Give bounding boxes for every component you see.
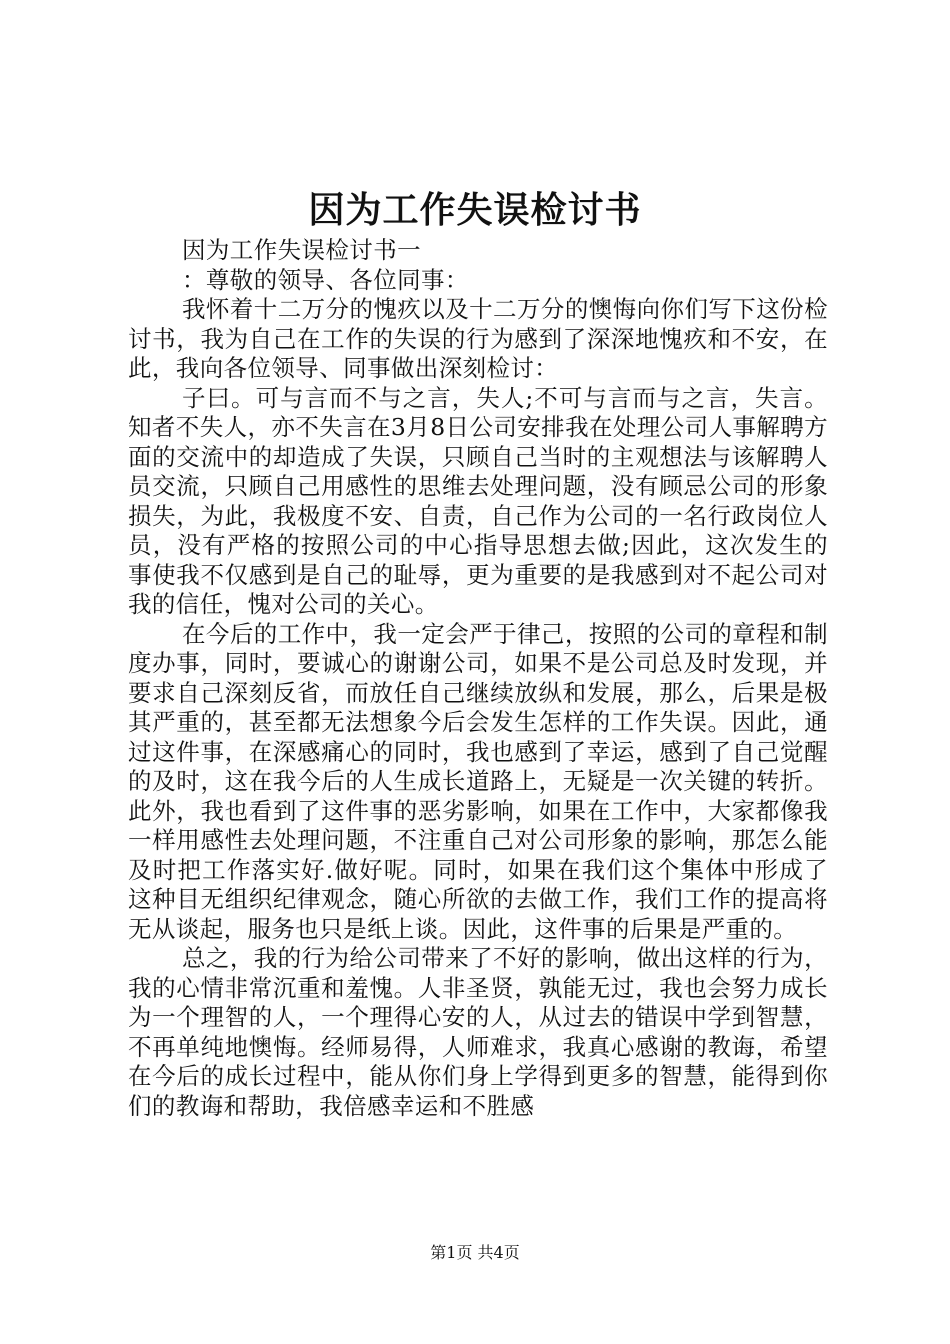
document-title: 因为工作失误检讨书 [308,189,642,231]
paragraph-confession: 子曰。可与言而不与之言，失人;不可与言而与之言，失言。知者不失人，亦不失言在3月8日公司安排我在处理公司人事解聘方面的交流中的却造成了失误，只顾自己当时的主观想法与该解聘人员交流，只顾自己用感性的思维去处理问题，没有顾忌公司的形象损失，为此，我极度不安、自责，自己作为公司的一名行政岗位人员，没有严格的按照公司的中心指导思想去做;因此，这次发生的事使我不仅感到是自己的耻辱，更为重要的是我感到对不起公司对我的信任，愧对公司的关心。 [128,383,828,618]
paragraph-conclusion: 总之，我的行为给公司带来了不好的影响，做出这样的行为，我的心情非常沉重和羞愧。人非圣贤，孰能无过，我也会努力成长为一个理智的人，一个理得心安的人，从过去的错误中学到智慧，不再单纯地懊悔。经师易得，人师难求，我真心感谢的教诲，希望在今后的成长过程中，能从你们身上学得到更多的智慧，能得到你们的教诲和帮助，我倍感幸运和不胜感 [128,944,828,1120]
page-number-footer: 第1页 共4页 [430,1243,520,1262]
document-subtitle: 因为工作失误检讨书一 [182,236,421,264]
salutation: ：尊敬的领导、各位同事： [182,265,469,294]
paragraph-reflection: 在今后的工作中，我一定会严于律己，按照的公司的章程和制度办事，同时，要诚心的谢谢公司，如果不是公司总及时发现，并要求自己深刻反省，而放任自己继续放纵和发展，那么，后果是极其严重的，甚至都无法想象今后会发生怎样的工作失误。因此，通过这件事，在深感痛心的同时，我也感到了幸运，感到了自己觉醒的及时，这在我今后的人生成长道路上，无疑是一次关键的转折。此外，我也看到了这件事的恶劣影响，如果在工作中，大家都像我一样用感性去处理问题，不注重自己对公司形象的影响，那怎么能及时把工作落实好.做好呢。同时，如果在我们这个集体中形成了这种目无组织纪律观念，随心所欲的去做工作，我们工作的提高将无从谈起，服务也只是纸上谈。因此，这件事的后果是严重的。 [128,619,828,943]
paragraph-intro: 我怀着十二万分的愧疚以及十二万分的懊悔向你们写下这份检讨书，我为自己在工作的失误的行为感到了深深地愧疚和不安，在此，我向各位领导、同事做出深刻检讨： [128,295,828,382]
document-body [128,236,828,1121]
